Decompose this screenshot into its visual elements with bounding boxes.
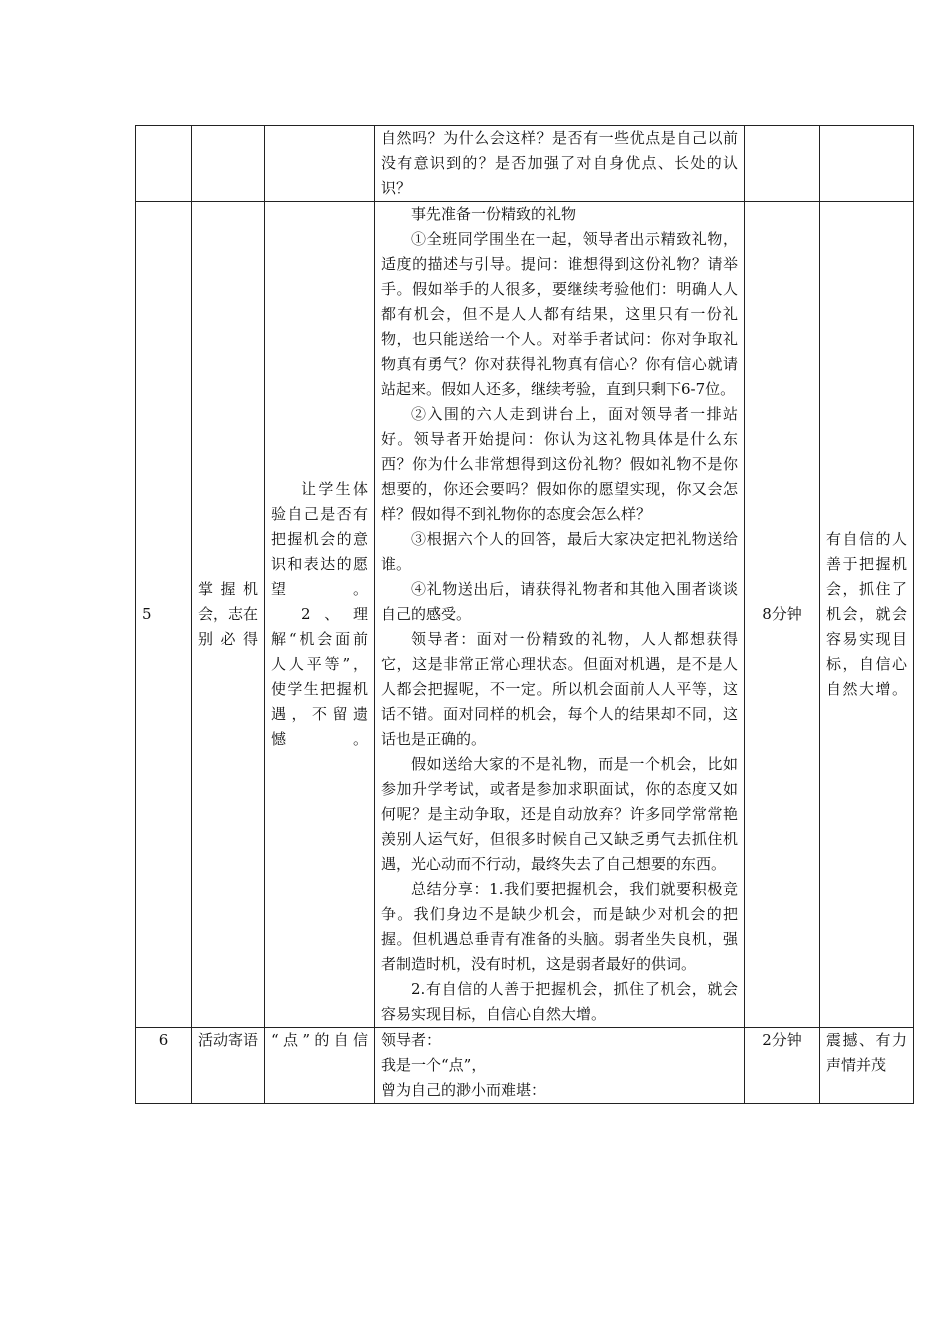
table-row [136, 202, 914, 1028]
activity-goal-cell [265, 1028, 375, 1104]
effect-text: 声情并茂 [826, 1056, 887, 1074]
goal-paragraph: “点”的自信 [271, 1031, 368, 1049]
activity-name-cell [192, 126, 265, 202]
effect-cell [820, 202, 914, 1028]
effect-cell [820, 1028, 914, 1104]
step-number-cell [136, 1028, 192, 1104]
duration-cell [745, 126, 820, 202]
activity-content-cell [375, 1028, 745, 1104]
duration-cell [745, 1028, 820, 1104]
effect-cell [820, 126, 914, 202]
table-row [136, 1028, 914, 1104]
content-paragraph: 曾为自己的渺小而难堪： [381, 1081, 547, 1099]
content-paragraph: ②入围的六人走到讲台上，面对领导者一排站好。领导者开始提问：你认为这礼物具体是什么东西？你为什么非常想得到这份礼物？假如礼物不是你想要的，你还会要吗？假如你的愿望实现，你又会怎样？假如得不到礼物你的态度会怎么样？ [381, 405, 738, 523]
activity-content-cell [375, 202, 745, 1028]
step-number: 5 [142, 605, 152, 623]
effect-text: 有自信的人善于把握机会，抓住了机会，就会容易实现目标，自信心自然大增。 [826, 530, 907, 698]
content-paragraph: 领导者：面对一份精致的礼物，人人都想获得它，这是非常正常心理状态。但面对机遇，是不是人人都会把握呢，不一定。所以机会面前人人平等，这话不错。面对同样的机会，每个人的结果却不同，这话也是正确的。 [381, 630, 738, 748]
goal-paragraph: 让学生体验自己是否有把握机会的意识和表达的愿望。 [271, 480, 368, 598]
activity-table [135, 125, 914, 1104]
duration: 8分钟 [762, 605, 802, 623]
content-paragraph: ①全班同学围坐在一起，领导者出示精致礼物，适度的描述与引导。提问：谁想得到这份礼物？请举手。假如举手的人很多，要继续考验他们：明确人人都有机会，但不是人人都有结果，这里只有一份礼物，也只能送给一个人。对举手者试问：你对争取礼物真有勇气？你对获得礼物真有信心？你有信心就请站起来。假如人还多，继续考验，直到只剩下6-7位。 [381, 230, 738, 398]
activity-name-cell [192, 1028, 265, 1104]
duration-cell [745, 202, 820, 1028]
content-paragraph: ③根据六个人的回答，最后大家决定把礼物送给谁。 [381, 530, 738, 573]
effect-text: 震撼、有力 [826, 1031, 907, 1049]
duration: 2分钟 [762, 1031, 802, 1049]
activity-name: 掌握机会，志在别必得 [198, 580, 259, 648]
content-paragraph: ④礼物送出后，请获得礼物者和其他入围者谈谈自己的感受。 [381, 580, 738, 623]
step-number-cell [136, 126, 192, 202]
table-row [136, 126, 914, 202]
goal-paragraph: 2、理解“机会面前人人平等”，使学生把握机遇，不留遗憾。 [271, 605, 368, 748]
content-paragraph: 自然吗？为什么会这样？是否有一些优点是自己以前没有意识到的？是否加强了对自身优点、长处的认识？ [381, 129, 738, 197]
content-paragraph: 我是一个“点”， [381, 1056, 487, 1074]
content-paragraph: 领导者： [381, 1031, 442, 1049]
activity-goal-cell [265, 126, 375, 202]
content-paragraph: 假如送给大家的不是礼物，而是一个机会，比如参加升学考试，或者是参加求职面试，你的态度又如何呢？是主动争取，还是自动放弃？许多同学常常艳羡别人运气好，但很多时候自己又缺乏勇气去抓住机遇，光心动而不行动，最终失去了自己想要的东西。 [381, 755, 738, 873]
activity-goal-cell [265, 202, 375, 1028]
activity-name: 活动寄语 [198, 1031, 259, 1049]
activity-content-cell [375, 126, 745, 202]
content-paragraph: 2.有自信的人善于把握机会，抓住了机会，就会容易实现目标，自信心自然大增。 [381, 980, 738, 1023]
activity-name-cell [192, 202, 265, 1028]
step-number-cell [136, 202, 192, 1028]
content-paragraph: 总结分享：1.我们要把握机会，我们就要积极竞争。我们身边不是缺少机会，而是缺少对机会的把握。但机遇总垂青有准备的头脑。弱者坐失良机，强者制造时机，没有时机，这是弱者最好的供词。 [381, 880, 738, 973]
content-paragraph: 事先准备一份精致的礼物 [411, 205, 577, 223]
step-number: 6 [158, 1031, 169, 1049]
